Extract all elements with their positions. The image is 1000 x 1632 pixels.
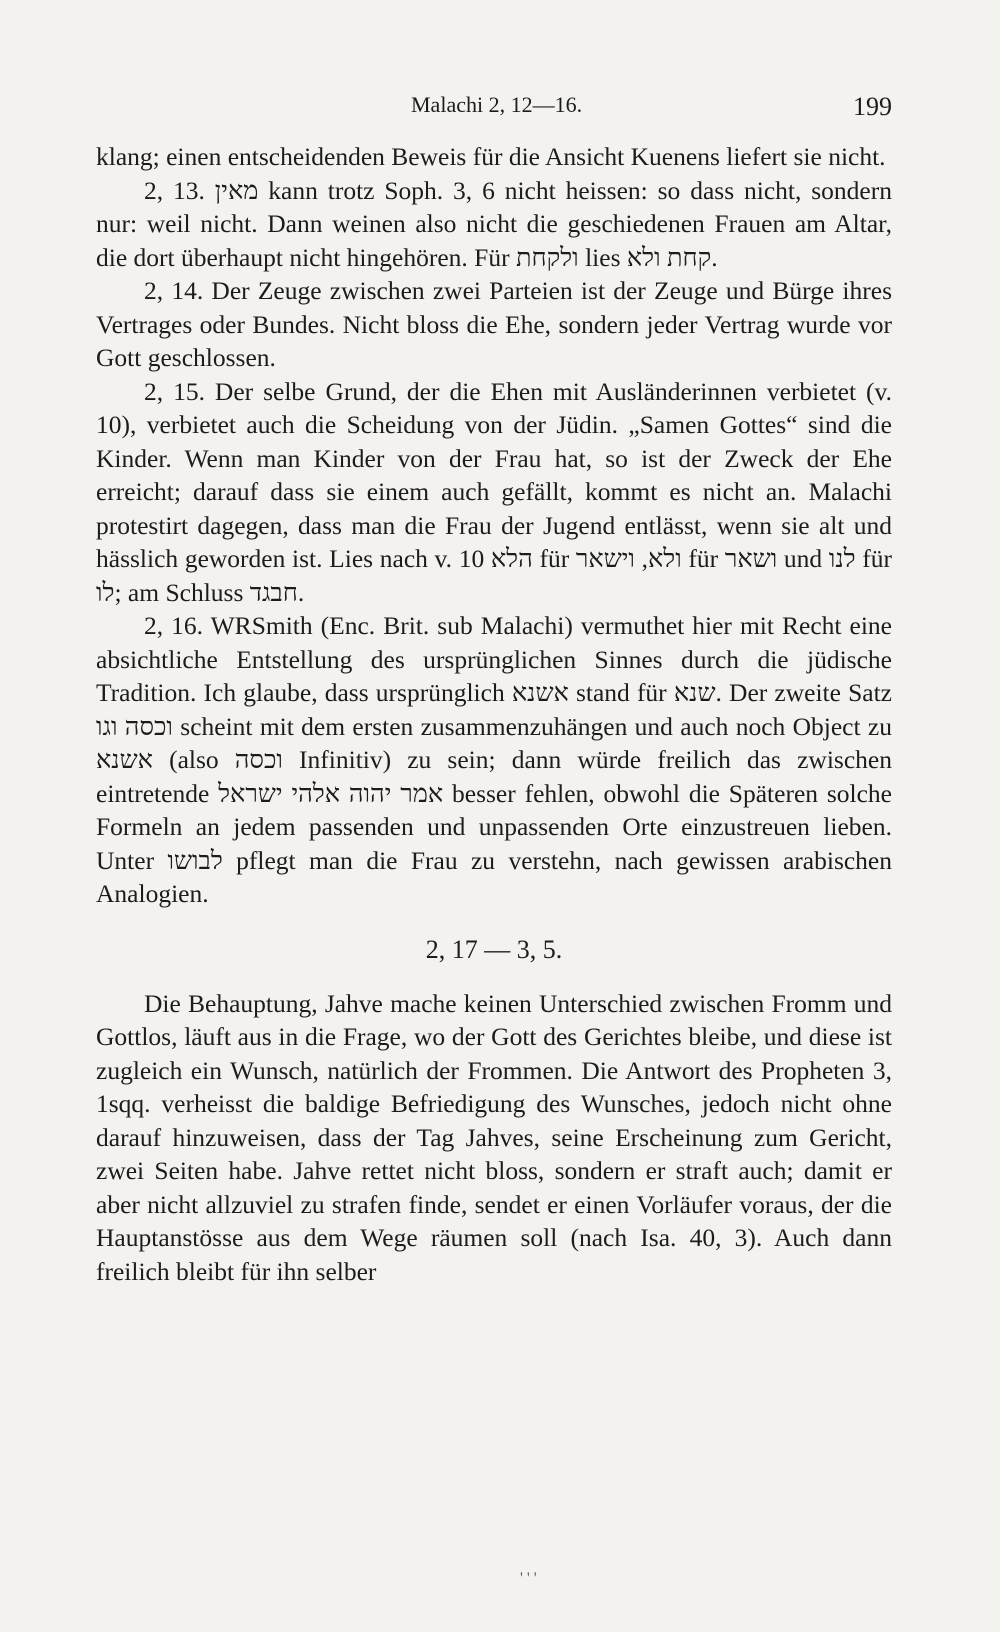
body-text [96,140,892,1288]
paragraph: 2, 13. מאין kann trotz Soph. 3, 6 nicht heissen: so dass nicht, sondern nur: weil nicht. Dann weinen also nicht die geschiedenen Frauen am Altar, die dort überhaupt nicht hingehören. Für ולקחת lies קחת ולא. [96,175,892,272]
paragraph: klang; einen entscheidenden Beweis für die Ansicht Kuenens liefert sie nicht. [96,142,886,171]
paragraph: 2, 16. WRSmith (Enc. Brit. sub Malachi) vermuthet hier mit Recht eine absichtliche Entstellung des ursprünglichen Sinnes durch die jüdische Tradition. Ich glaube, dass ursprünglich אשנא stand für שנא. Der zweite Satz וכסה וגו scheint mit dem ersten zusammenzuhängen und auch noch Object zu אשנא (also וכסה Infinitiv) zu sein; dann würde freilich das zwischen eintretende אמר יהוה אלהי ישראל besser fehlen, obwohl die Späteren solche Formeln an jedem passenden und unpassenden Orte einzustreuen lieben. Unter לבושו pflegt man die Frau zu verstehn, nach gewissen arabischen Analogien. [96,611,893,908]
running-title: Malachi 2, 12—16. [411,92,583,117]
paragraph: Die Behauptung, Jahve mache keinen Unterschied zwischen Fromm und Gottlos, läuft aus in die Frage, wo der Gott des Gerichtes bleibe, und diese ist zugleich ein Wunsch, natürlich der Frommen. Die Antwort des Propheten 3, 1sqq. verheisst die baldige Befriedigung des Wunsches, jedoch nicht ohne darauf hinzuweisen, dass der Tag Jahves, seine Erscheinung zum Gericht, zwei Seiten habe. Jahve rettet nicht bloss, sondern er straft auch; damit er aber nicht allzuviel zu strafen finde, sendet er einen Vorläufer voraus, der die Hauptanstösse aus dem Wege räumen soll (nach Isa. 40, 3). Auch dann freilich bleibt für ihn selber [96,988,892,1286]
book-page [96,82,892,1288]
page-number: 199 [853,92,892,121]
section-heading: 2, 17 — 3, 5. [425,934,563,964]
page-header [96,82,892,132]
paragraph: 2, 15. Der selbe Grund, der die Ehen mit Ausländerinnen verbietet (v. 10), verbietet auch die Scheidung von der Jüdin. „Samen Gottes“ sind die Kinder. Wenn man Kinder von der Frau hat, so ist der Zweck der Ehe erreicht; darauf dass sie einem auch gefällt, kommt es nicht an. Malachi protestirt dagegen, dass man die Frau der Jugend entlässt, wenn sie alt und hässlich geworden ist. Lies nach v. 10 הלא für ולא, וישאר für ושאר und לנו für לו; am Schluss חבגד. [96,376,893,607]
paragraph: 2, 14. Der Zeuge zwischen zwei Parteien ist der Zeuge und Bürge ihres Vertrages oder Bundes. Nicht bloss die Ehe, sondern jeder Vertrag wurde vor Gott geschlossen. [96,276,892,372]
bottom-marks: ' ' ' [520,1570,537,1587]
